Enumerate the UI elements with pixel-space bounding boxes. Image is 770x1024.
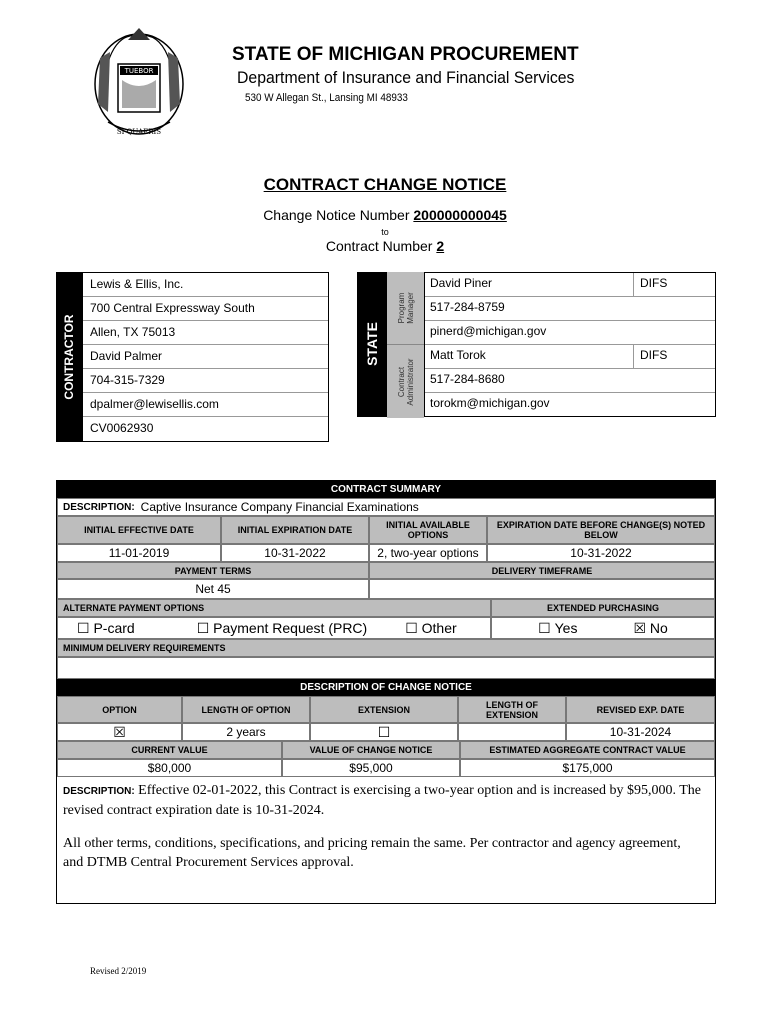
revision-date: Revised 2/2019 xyxy=(90,966,147,976)
contract-admin-phone: 517-284-8680 xyxy=(425,369,715,393)
header-expiration-before: EXPIRATION DATE BEFORE CHANGE(S) NOTED BELOW xyxy=(487,516,715,544)
header-option: OPTION xyxy=(57,696,182,723)
minimum-delivery xyxy=(57,657,715,679)
header-length-extension: LENGTH OF EXTENSION xyxy=(458,696,566,723)
change-notice-number: 200000000045 xyxy=(413,207,507,223)
program-manager-name: David Piner xyxy=(430,276,493,290)
program-manager-phone: 517-284-8759 xyxy=(425,297,715,321)
header-delivery-timeframe: DELIVERY TIMEFRAME xyxy=(369,562,715,579)
other-label: Other xyxy=(421,620,457,636)
header-current-value: CURRENT VALUE xyxy=(57,741,282,759)
contract-administrator-label: Contract Administrator xyxy=(387,344,424,418)
contract-summary-title: CONTRACT SUMMARY xyxy=(57,481,715,498)
header-initial-expiration: INITIAL EXPIRATION DATE xyxy=(221,516,369,544)
initial-available-options: 2, two-year options xyxy=(369,544,487,562)
summary-description-row xyxy=(57,498,715,516)
contract-summary-table xyxy=(56,480,716,904)
aggregate-value: $175,000 xyxy=(460,759,715,777)
contractor-phone: 704-315-7329 xyxy=(83,369,328,393)
other-checkbox[interactable]: ☐ xyxy=(405,619,418,636)
header-alternate-payment: ALTERNATE PAYMENT OPTIONS xyxy=(57,599,491,617)
contract-admin-email: torokm@michigan.gov xyxy=(430,396,550,410)
program-manager-agency: DIFS xyxy=(640,276,668,290)
extended-purchasing-options xyxy=(491,617,715,639)
state-side-label: STATE xyxy=(357,272,387,417)
contractor-vendor-id: CV0062930 xyxy=(90,421,154,435)
program-manager-email: pinerd@michigan.gov xyxy=(425,321,715,345)
contractor-name: Lewis & Ellis, Inc. xyxy=(83,273,328,297)
no-checkbox[interactable]: ☒ xyxy=(633,619,647,636)
change-notice-number-line xyxy=(0,207,770,223)
pcard-label: P-card xyxy=(93,620,135,636)
header-revised-exp: REVISED EXP. DATE xyxy=(566,696,715,723)
header-initial-options: INITIAL AVAILABLE OPTIONS xyxy=(369,516,487,544)
contract-admin-agency: DIFS xyxy=(640,348,668,362)
no-label: No xyxy=(649,620,668,636)
contract-number-line xyxy=(0,238,770,254)
contractor-info xyxy=(82,272,329,442)
alternate-payment-options xyxy=(57,617,491,639)
header-value-change: VALUE OF CHANGE NOTICE xyxy=(282,741,460,759)
value-of-change: $95,000 xyxy=(282,759,460,777)
summary-description-label: DESCRIPTION: xyxy=(63,501,135,513)
pcard-checkbox[interactable]: ☐ xyxy=(77,619,90,636)
change-description-text: Effective 02-01-2022, this Contract is exercising a two-year option and is increased by $95,000. The revised contract expiration date is 10-31-2024. xyxy=(63,783,702,818)
header-length-option: LENGTH OF OPTION xyxy=(182,696,310,723)
delivery-timeframe xyxy=(369,579,715,599)
program-manager-label: Program Manager xyxy=(387,272,424,344)
summary-description: Captive Insurance Company Financial Examinations xyxy=(140,500,419,514)
length-of-extension xyxy=(458,723,566,741)
contract-number: 2 xyxy=(436,238,445,254)
extension-checkbox[interactable]: ☐ xyxy=(310,723,458,741)
contractor-city: Allen, TX 75013 xyxy=(83,321,328,345)
svg-text:TUEBOR: TUEBOR xyxy=(124,67,154,75)
change-description-text-2: All other terms, conditions, specifications, and pricing remain the same. Per contractor and agency agreement, and DTMB Central Procurement Services approval. xyxy=(63,836,681,870)
to-label: to xyxy=(381,227,389,237)
change-description xyxy=(63,781,703,872)
change-notice-label: Change Notice Number xyxy=(263,207,414,223)
initial-effective-date: 11-01-2019 xyxy=(57,544,221,562)
prc-label: Payment Request (PRC) xyxy=(213,620,368,636)
contractor-email: dpalmer@lewisellis.com xyxy=(83,393,328,417)
option-checkbox[interactable]: ☒ xyxy=(57,723,182,741)
prc-checkbox[interactable]: ☐ xyxy=(196,619,210,636)
current-value: $80,000 xyxy=(57,759,282,777)
initial-expiration-date: 10-31-2022 xyxy=(221,544,369,562)
notice-title: CONTRACT CHANGE NOTICE xyxy=(263,175,507,194)
header-initial-effective: INITIAL EFFECTIVE DATE xyxy=(57,516,221,544)
revised-exp-date: 10-31-2024 xyxy=(566,723,715,741)
contractor-side-label: CONTRACTOR xyxy=(56,272,82,442)
header-extended-purchasing: EXTENDED PURCHASING xyxy=(491,599,715,617)
department-name: Department of Insurance and Financial Services xyxy=(237,68,575,87)
header-extension: EXTENSION xyxy=(310,696,458,723)
yes-label: Yes xyxy=(554,620,578,636)
change-description-label: DESCRIPTION: xyxy=(63,786,135,797)
department-address: 530 W Allegan St., Lansing MI 48933 xyxy=(245,92,408,104)
length-of-option: 2 years xyxy=(182,723,310,741)
contract-number-label: Contract Number xyxy=(325,238,437,254)
contractor-street: 700 Central Expressway South xyxy=(83,297,328,321)
change-description-title: DESCRIPTION OF CHANGE NOTICE xyxy=(57,679,715,696)
page-title: STATE OF MICHIGAN PROCUREMENT xyxy=(232,44,579,65)
header-aggregate-value: ESTIMATED AGGREGATE CONTRACT VALUE xyxy=(460,741,715,759)
michigan-seal-icon xyxy=(88,22,190,142)
payment-terms: Net 45 xyxy=(57,579,369,599)
contract-admin-name: Matt Torok xyxy=(430,348,486,362)
expiration-date-before: 10-31-2022 xyxy=(487,544,715,562)
header-payment-terms: PAYMENT TERMS xyxy=(57,562,369,579)
svg-text:SI QUAERIS: SI QUAERIS xyxy=(116,128,162,136)
contractor-contact: David Palmer xyxy=(83,345,328,369)
state-contacts xyxy=(424,272,716,417)
header-minimum-delivery: MINIMUM DELIVERY REQUIREMENTS xyxy=(57,639,715,657)
yes-checkbox[interactable]: ☐ xyxy=(538,619,551,636)
